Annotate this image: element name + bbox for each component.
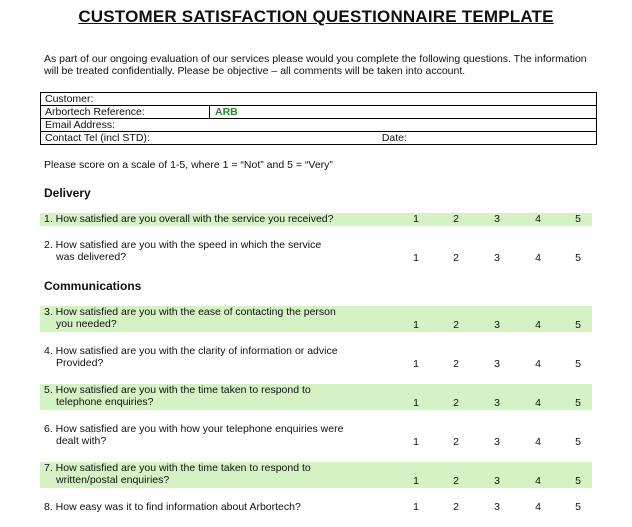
score-option-1[interactable]: 1 (413, 397, 419, 409)
score-option-1[interactable]: 1 (413, 436, 419, 448)
reference-label: Arbortech Reference: (41, 106, 210, 119)
score-option-1[interactable]: 1 (413, 252, 419, 264)
question-line-1: 6. How satisfied are you with how your telephone enquiries were (44, 423, 344, 435)
question-row-7 (40, 462, 592, 488)
question-line-1: 8. How easy was it to find information about Arbortech? (44, 501, 301, 513)
score-option-5[interactable]: 5 (575, 397, 581, 409)
score-option-3[interactable]: 3 (494, 436, 500, 448)
question-line-2: dealt with? (56, 435, 107, 447)
question-row-3 (40, 306, 592, 332)
question-line-2: was delivered? (56, 251, 127, 263)
score-option-2[interactable]: 2 (453, 501, 459, 513)
score-option-3[interactable]: 3 (494, 501, 500, 513)
score-option-3[interactable]: 3 (494, 397, 500, 409)
email-label[interactable]: Email Address: (41, 119, 597, 132)
section-communications: Communications (44, 279, 142, 293)
question-line-1: 5. How satisfied are you with the time taken to respond to (44, 384, 311, 396)
question-row-1 (40, 213, 592, 226)
score-option-2[interactable]: 2 (453, 436, 459, 448)
score-option-2[interactable]: 2 (453, 319, 459, 331)
score-option-1[interactable]: 1 (413, 319, 419, 331)
question-line-2: Provided? (56, 357, 104, 369)
score-option-2[interactable]: 2 (453, 252, 459, 264)
score-option-5[interactable]: 5 (575, 436, 581, 448)
score-option-4[interactable]: 4 (535, 358, 541, 370)
customer-row (41, 93, 597, 106)
score-option-1[interactable]: 1 (413, 358, 419, 370)
question-text (44, 306, 384, 330)
reference-row (41, 106, 597, 119)
question-line-1: 3. How satisfied are you with the ease of contacting the person (44, 306, 336, 318)
document-title: CUSTOMER SATISFACTION QUESTIONNAIRE TEMPLATE (78, 7, 554, 26)
section-delivery: Delivery (44, 186, 91, 200)
score-option-2[interactable]: 2 (453, 397, 459, 409)
intro-paragraph: As part of our ongoing evaluation of our services please would you complete the following questions. The information will be treated confidentially. Please be objective – all comments will be taken into account. (44, 53, 587, 77)
score-option-5[interactable]: 5 (575, 319, 581, 331)
customer-info-table (40, 92, 597, 145)
tel-row (41, 132, 597, 145)
score-option-3[interactable]: 3 (494, 213, 500, 225)
tel-label: Contact Tel (incl STD): (45, 132, 150, 144)
score-option-1[interactable]: 1 (413, 213, 419, 225)
score-option-4[interactable]: 4 (535, 252, 541, 264)
score-option-2[interactable]: 2 (453, 213, 459, 225)
question-line-1: 1. How satisfied are you overall with the service you received? (44, 213, 334, 225)
score-option-4[interactable]: 4 (535, 213, 541, 225)
email-row (41, 119, 597, 132)
tel-cell[interactable] (41, 132, 597, 145)
question-row-5 (40, 384, 592, 410)
score-option-5[interactable]: 5 (575, 213, 581, 225)
score-option-3[interactable]: 3 (494, 319, 500, 331)
question-text (44, 345, 384, 369)
scale-note: Please score on a scale of 1-5, where 1 = “Not” and 5 = “Very” (44, 159, 333, 171)
score-option-2[interactable]: 2 (453, 358, 459, 370)
score-option-5[interactable]: 5 (575, 475, 581, 487)
score-option-5[interactable]: 5 (575, 358, 581, 370)
score-option-5[interactable]: 5 (575, 501, 581, 513)
question-line-2: you needed? (56, 318, 117, 330)
score-option-4[interactable]: 4 (535, 436, 541, 448)
question-line-2: telephone enquiries? (56, 396, 154, 408)
question-text (44, 462, 384, 486)
question-line-1: 4. How satisfied are you with the clarity of information or advice (44, 345, 338, 357)
question-text (44, 423, 384, 447)
question-line-2: written/postal enquiries? (56, 474, 170, 486)
question-row-4 (40, 345, 592, 371)
score-option-3[interactable]: 3 (494, 475, 500, 487)
score-option-4[interactable]: 4 (535, 475, 541, 487)
date-label: Date: (381, 132, 407, 144)
customer-label[interactable]: Customer: (41, 93, 597, 106)
question-text (44, 384, 384, 408)
score-option-3[interactable]: 3 (494, 252, 500, 264)
score-option-1[interactable]: 1 (413, 501, 419, 513)
question-row-2 (40, 239, 592, 265)
question-text (44, 213, 384, 225)
score-option-4[interactable]: 4 (535, 397, 541, 409)
question-row-6 (40, 423, 592, 449)
score-option-1[interactable]: 1 (413, 475, 419, 487)
reference-value[interactable]: ARB (210, 106, 597, 119)
score-option-4[interactable]: 4 (535, 501, 541, 513)
score-option-2[interactable]: 2 (453, 475, 459, 487)
score-option-4[interactable]: 4 (535, 319, 541, 331)
question-line-1: 7. How satisfied are you with the time taken to respond to (44, 462, 311, 474)
question-line-1: 2. How satisfied are you with the speed in which the service (44, 239, 322, 251)
question-text (44, 501, 384, 513)
score-option-5[interactable]: 5 (575, 252, 581, 264)
score-option-3[interactable]: 3 (494, 358, 500, 370)
question-text (44, 239, 384, 263)
question-row-8 (40, 501, 592, 514)
